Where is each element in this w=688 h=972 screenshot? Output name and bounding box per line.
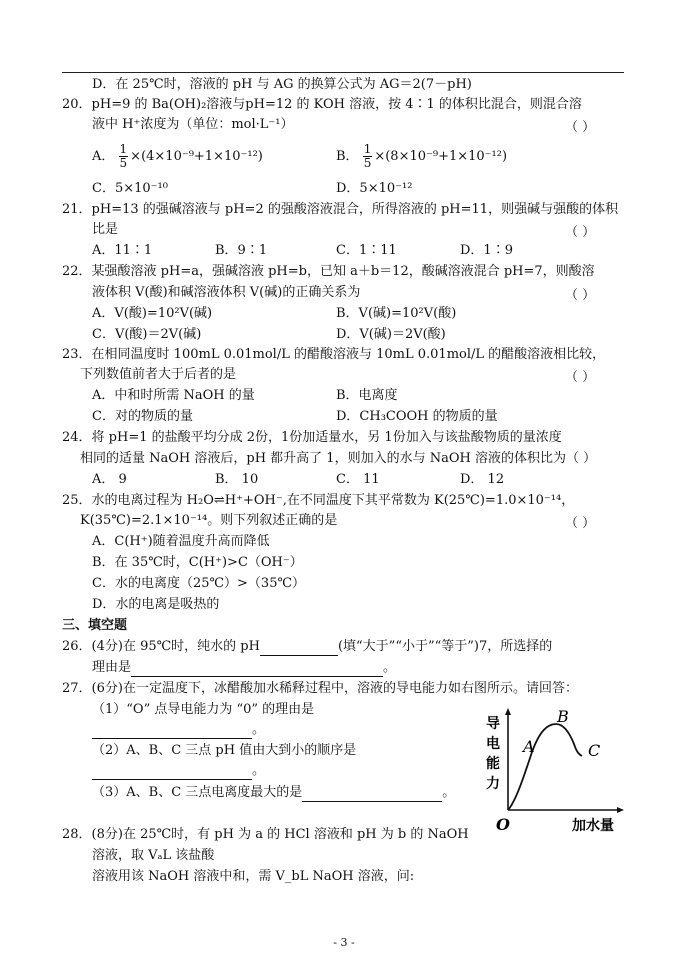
q22-option-d: D．V(碱)＝2V(酸) [336,327,446,342]
page-number: - 3 - [333,936,355,949]
q27-blank-3[interactable] [302,787,442,802]
q26-text-a: 26．(4分)在 95℃时，纯水的 pH [62,639,260,654]
q24-option-c: C． 11 [336,472,380,487]
q20-b-fraction [363,143,373,170]
point-a-label: A [523,737,535,756]
q25-stem-line2: K(35℃)=2.1×10⁻¹⁴。则下列叙述正确的是 [80,513,338,528]
q20-answer-paren: （ ） [565,120,596,135]
q20-b-den: 5 [363,156,372,170]
q27-blank-2[interactable] [92,765,252,780]
q27-sub2-end: 。 [252,763,266,778]
q22-stem-line2: 液体积 V(酸)和碱溶液体积 V(碱)的正确关系为 [92,285,361,300]
q22-option-b: B．V(碱)=10²V(酸) [336,306,457,321]
q21-option-c: C．1∶11 [336,243,397,258]
q22-option-c: C．V(酸)＝2V(碱) [92,327,202,342]
y-axis-arrow [505,708,511,715]
q23-option-c: C．对的物质的量 [92,409,193,424]
q20-a-rest: ×(4×10⁻⁹+1×10⁻¹²) [130,149,263,164]
x-axis-label: 加水量 [572,818,614,834]
q26-blank-ph[interactable] [260,641,338,656]
q26-text-b: (填“大于”“小于”“等于”)7，所选择的 [337,639,553,654]
q20-a-label: A． [92,149,115,164]
q21-option-d: D．1∶9 [460,243,513,258]
y-label-1: 导 [486,716,500,732]
q25-option-b: B．在 35℃时，C(H⁺)>C（OH⁻） [92,555,303,570]
q27-stem: 27．(6分)在一定温度下，冰醋酸加水稀释过程中，溶液的导电能力如右图所示。请回答： [62,681,578,696]
q27-sub3 [92,784,455,802]
q26-blank-reason[interactable] [131,662,383,677]
q20-option-b [336,142,507,172]
q22-option-a: A．V(酸)=10²V(碱) [92,306,213,321]
q23-option-d: D．CH₃COOH 的物质的量 [336,409,498,424]
q19-option-d: D．在 25℃时，溶液的 pH 与 AG 的换算公式为 AG＝2(7－pH) [92,77,472,92]
q20-stem-line2: 液中 H⁺浓度为（单位：mol·L⁻¹） [92,117,294,132]
q20-a-den: 5 [119,156,128,170]
q25-option-d: D．水的电离是吸热的 [92,597,220,612]
q23-option-a: A．中和时所需 NaOH 的量 [92,388,255,403]
q27-sub2: （2）A、B、C 三点 pH 值由大到小的顺序是 [92,743,357,758]
header-rule [62,72,624,73]
q27-sub1-answer [92,721,265,739]
q24-stem-line2: 相同的适量 NaOH 溶液后，pH 都升高了 1，则加入的水与 NaOH 溶液的体积比为（ ） [80,451,597,466]
q20-b-label: B． [336,149,359,164]
q23-stem-line2: 下列数值前者大于后者的是 [80,367,237,382]
q22-stem-line1: 22．某强酸溶液 pH=a，强碱溶液 pH=b，已知 a＋b＝12，酸碱溶液混合 pH=7，则酸溶 [62,264,595,279]
q28-line1: 28．(8分)在 25℃时，有 pH 为 a 的 HCl 溶液和 pH 为 b 的 NaOH [62,827,469,842]
q20-b-num: 1 [363,142,372,156]
conductivity-graph [478,706,628,836]
q27-sub3-end: 。 [442,785,456,800]
q26-line1 [62,638,552,656]
q28-line2: 溶液，取 VₐL 该盐酸 [92,848,215,863]
y-label-4: 力 [486,776,500,792]
y-label-2: 电 [486,736,500,752]
point-b-label: B [557,707,569,726]
q23-answer-paren: （ ） [565,370,596,385]
q20-option-a [92,142,263,172]
q20-a-num: 1 [119,142,128,156]
q21-option-b: B．9∶1 [215,243,268,258]
q20-stem-line1: 20．pH=9 的 Ba(OH)₂溶液与pH=12 的 KOH 溶液，按 4∶1 的体积比混合，则混合溶 [62,97,582,112]
point-c-label: C [588,741,601,760]
q24-option-d: D． 12 [460,472,505,487]
q21-stem-line1: 21．pH=13 的强碱溶液与 pH=2 的强酸溶液混合，所得溶液的 pH=11，则强碱与强酸的体积 [62,202,619,217]
q24-stem-line1: 24．将 pH=1 的盐酸平均分成 2份，1份加适量水，另 1份加入与该盐酸物质的量浓度 [62,430,562,445]
q28-line3: 溶液用该 NaOH 溶液中和，需 V_bL NaOH 溶液，问: [92,869,415,884]
q27-sub3-text: （3）A、B、C 三点电离度最大的是 [92,785,303,800]
q27-sub1-end: 。 [252,722,266,737]
q24-option-a: A． 9 [92,472,127,487]
q27-sub1: （1）“O” 点导电能力为 “0” 的理由是 [92,702,315,717]
q27-sub2-answer [92,762,265,780]
q26-end: 。 [383,660,397,675]
section-title-fill-in: 三、填空题 [62,618,128,633]
q20-a-fraction [119,143,129,170]
q21-stem-line2: 比是 [92,222,119,237]
q25-option-a: A．C(H⁺)随着温度升高而降低 [92,534,270,549]
q25-stem-line1: 25．水的电离过程为 H₂O⇌H⁺+OH⁻,在不同温度下其平常数为 K(25℃)=1.0×10⁻¹⁴， [62,493,575,508]
q20-b-rest: ×(8×10⁻⁹+1×10⁻¹²) [374,149,508,164]
origin-label: O [496,815,510,834]
q23-option-b: B．电离度 [336,388,398,403]
q26-reason-label: 理由是 [92,660,132,675]
q20-option-d: D．5×10⁻¹² [336,181,413,196]
q27-blank-1[interactable] [92,724,252,739]
q25-option-c: C．水的电离度（25℃）>（35℃） [92,576,306,591]
q21-answer-paren: （ ） [565,225,596,240]
q26-line2 [92,659,396,677]
q23-stem-line1: 23．在相同温度时 100mL 0.01mol/L 的醋酸溶液与 10mL 0.01mol/L 的醋酸溶液相比较， [62,347,606,362]
q25-answer-paren: （ ） [565,516,596,531]
conductivity-curve [508,724,582,810]
q22-answer-paren: （ ） [565,288,596,303]
x-axis-arrow [617,807,624,813]
q24-option-b: B． 10 [215,472,259,487]
y-label-3: 能 [486,756,500,772]
q21-option-a: A．11∶1 [92,243,153,258]
q20-option-c: C．5×10⁻¹⁰ [92,181,168,196]
